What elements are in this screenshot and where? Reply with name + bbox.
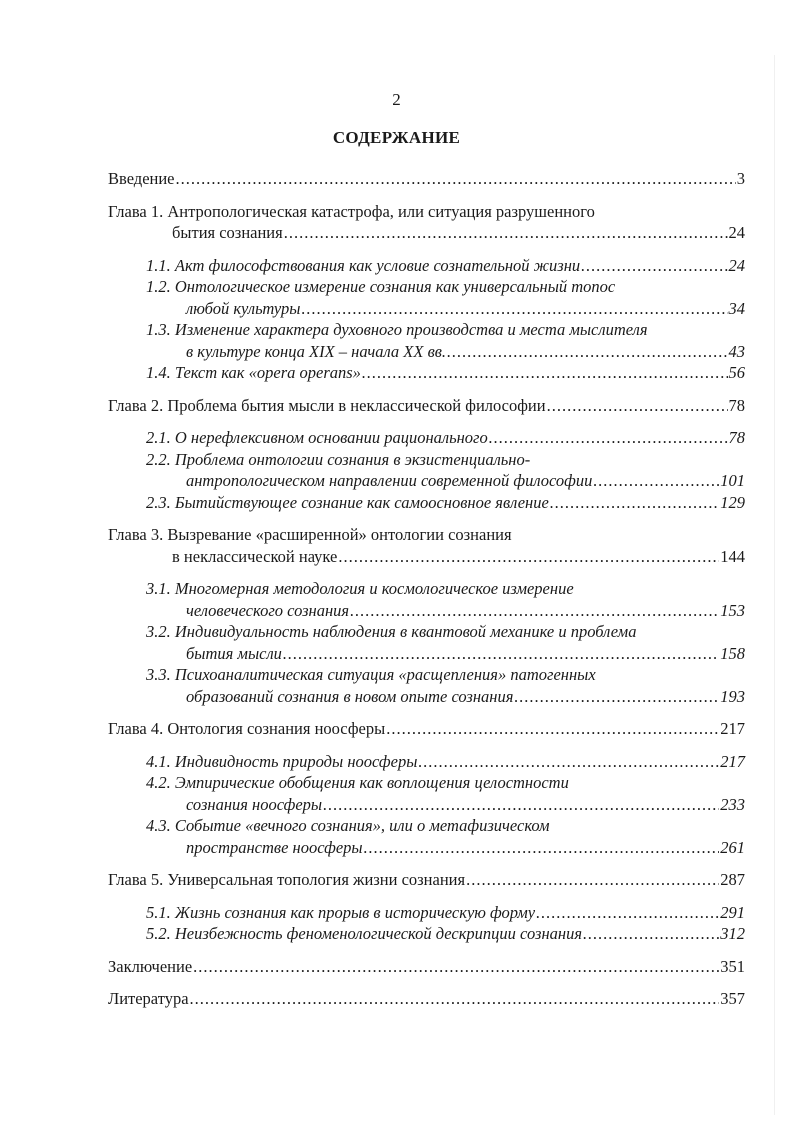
spacer <box>108 190 745 201</box>
section-entry[interactable] <box>108 341 745 363</box>
entry-title: человеческого сознания <box>186 600 350 620</box>
entry-title: 1.1. Акт философствования как условие сознательной жизни <box>146 255 581 275</box>
chapter-entry[interactable] <box>108 222 745 244</box>
section-entry[interactable] <box>108 923 745 945</box>
section-entry[interactable] <box>108 837 745 859</box>
section-entry[interactable] <box>108 751 745 773</box>
entry-title: 3.2. Индивидуальность наблюдения в квантовой механике и проблема <box>146 622 637 641</box>
section-entry[interactable] <box>108 794 745 816</box>
entry-title: антропологическом направлении современной философии <box>186 471 593 490</box>
section-entry[interactable] <box>108 492 745 514</box>
section-entry[interactable] <box>108 621 745 643</box>
page-number: 2 <box>392 90 401 109</box>
spacer <box>108 567 745 578</box>
chapter-entry[interactable] <box>108 546 745 568</box>
table-of-contents <box>108 168 745 1010</box>
dot-leader <box>581 255 727 277</box>
main-entry[interactable] <box>108 956 745 978</box>
section-entry[interactable] <box>108 902 745 924</box>
spacer <box>108 707 745 718</box>
spacer <box>108 858 745 869</box>
dot-leader <box>547 395 728 417</box>
entry-title: 3.1. Многомерная методология и космологическое измерение <box>146 579 574 598</box>
entry-title: пространстве ноосферы <box>186 837 363 857</box>
spacer <box>108 945 745 956</box>
section-entry[interactable] <box>108 686 745 708</box>
entry-title: Заключение <box>108 956 193 976</box>
entry-title: Глава 5. Универсальная топология жизни сознания <box>108 870 466 889</box>
main-entry[interactable] <box>108 168 745 190</box>
dot-leader <box>386 718 719 740</box>
entry-title: 2.2. Проблема онтологии сознания в экзистенциально- <box>146 449 531 469</box>
page-ref: 78 <box>728 428 745 447</box>
dot-leader <box>283 643 719 665</box>
page-ref: 193 <box>720 686 745 706</box>
section-entry[interactable] <box>108 449 745 471</box>
section-entry[interactable] <box>108 276 745 298</box>
page-ref: 129 <box>720 492 745 512</box>
dot-leader <box>350 600 719 622</box>
page-ref: 312 <box>720 924 745 943</box>
dot-leader <box>593 470 719 492</box>
entry-title: 5.2. Неизбежность феноменологической дескрипции сознания <box>146 924 582 943</box>
entry-title: в неклассической науке <box>172 546 338 566</box>
spacer <box>108 891 745 902</box>
dot-leader <box>514 686 719 708</box>
section-entry[interactable] <box>108 772 745 794</box>
entry-title: любой культуры <box>186 298 301 318</box>
dot-leader <box>338 546 719 568</box>
spacer <box>108 977 745 988</box>
page-ref: 357 <box>720 989 745 1008</box>
section-entry[interactable] <box>108 255 745 277</box>
section-entry[interactable] <box>108 578 745 600</box>
entry-title: 1.4. Текст как «opera operans» <box>146 363 361 382</box>
entry-title: 5.1. Жизнь сознания как прорыв в историческую форму <box>146 902 536 922</box>
section-entry[interactable] <box>108 298 745 320</box>
entry-title: 1.2. Онтологическое измерение сознания как универсальный топос <box>146 277 616 296</box>
page-ref: 291 <box>720 902 745 922</box>
chapter-entry[interactable] <box>108 524 745 546</box>
dot-leader <box>489 427 728 449</box>
entry-title: образований сознания в новом опыте сознания <box>186 686 514 706</box>
dot-leader <box>362 362 728 384</box>
dot-leader <box>550 492 719 514</box>
page-ref: 351 <box>720 956 745 976</box>
spacer <box>108 513 745 524</box>
section-entry[interactable] <box>108 362 745 384</box>
entry-title: бытия мысли <box>186 643 282 663</box>
entry-title: 2.1. О нерефлексивном основании рационального <box>146 428 488 447</box>
section-entry[interactable] <box>108 427 745 449</box>
spacer <box>108 244 745 255</box>
dot-leader <box>323 794 719 816</box>
dot-leader <box>176 168 736 190</box>
page-ref: 3 <box>736 169 745 188</box>
chapter-entry[interactable] <box>108 869 745 891</box>
dot-leader <box>364 837 720 859</box>
page-ref: 217 <box>720 751 745 771</box>
section-entry[interactable] <box>108 643 745 665</box>
section-entry[interactable] <box>108 815 745 837</box>
page-ref: 43 <box>728 341 745 361</box>
dot-leader <box>193 956 719 978</box>
entry-title: 2.3. Бытийствующее сознание как самоосновное явление <box>146 492 549 512</box>
entry-title: Глава 3. Вызревание «расширенной» онтологии сознания <box>108 525 512 544</box>
entry-title: 4.2. Эмпирические обобщения как воплощения целостности <box>146 773 569 792</box>
entry-title: Литература <box>108 989 189 1008</box>
spacer <box>108 740 745 751</box>
chapter-entry[interactable] <box>108 718 745 740</box>
entry-title: Введение <box>108 169 175 188</box>
page-ref: 261 <box>720 837 745 857</box>
chapter-entry[interactable] <box>108 395 745 417</box>
entry-title: 3.3. Психоаналитическая ситуация «расщепления» патогенных <box>146 665 596 684</box>
dot-leader <box>536 902 719 924</box>
page-ref: 56 <box>728 363 745 382</box>
chapter-entry[interactable] <box>108 201 745 223</box>
section-entry[interactable] <box>108 664 745 686</box>
entry-title: сознания ноосферы <box>186 794 323 814</box>
dot-leader <box>418 751 719 773</box>
entry-title: бытия сознания <box>172 223 283 242</box>
dot-leader <box>284 222 728 244</box>
page-ref: 158 <box>720 643 745 663</box>
scan-edge <box>774 55 775 1115</box>
page-ref: 101 <box>720 471 745 490</box>
entry-title: 4.1. Индивидность природы ноосферы <box>146 751 418 771</box>
dot-leader <box>301 298 727 320</box>
spacer <box>108 384 745 395</box>
entry-title: 4.3. Событие «вечного сознания», или о метафизическом <box>146 816 550 835</box>
page-title: СОДЕРЖАНИЕ <box>332 128 461 147</box>
section-entry[interactable] <box>108 319 745 341</box>
page-ref: 233 <box>720 794 745 814</box>
dot-leader <box>190 988 720 1010</box>
page-ref: 287 <box>720 870 745 889</box>
section-entry[interactable] <box>108 600 745 622</box>
entry-title: 1.3. Изменение характера духовного производства и места мыслителя <box>146 320 648 339</box>
page-ref: 153 <box>720 600 745 620</box>
dot-leader <box>447 341 727 363</box>
page-ref: 78 <box>728 395 745 415</box>
section-entry[interactable] <box>108 470 745 492</box>
spacer <box>108 416 745 427</box>
dot-leader <box>583 923 719 945</box>
main-entry[interactable] <box>108 988 745 1010</box>
entry-title: в культуре конца XIX – начала XX вв. <box>186 341 447 361</box>
entry-title: Глава 2. Проблема бытия мысли в неклассической философии <box>108 395 546 415</box>
entry-title: Глава 4. Онтология сознания ноосферы <box>108 719 386 738</box>
page-ref: 34 <box>728 298 745 318</box>
page-ref: 24 <box>728 255 745 275</box>
entry-title: Глава 1. Антропологическая катастрофа, или ситуация разрушенного <box>108 201 595 221</box>
dot-leader <box>466 869 719 891</box>
page-ref: 144 <box>720 546 745 566</box>
page-ref: 217 <box>720 719 745 738</box>
page-ref: 24 <box>728 223 745 242</box>
